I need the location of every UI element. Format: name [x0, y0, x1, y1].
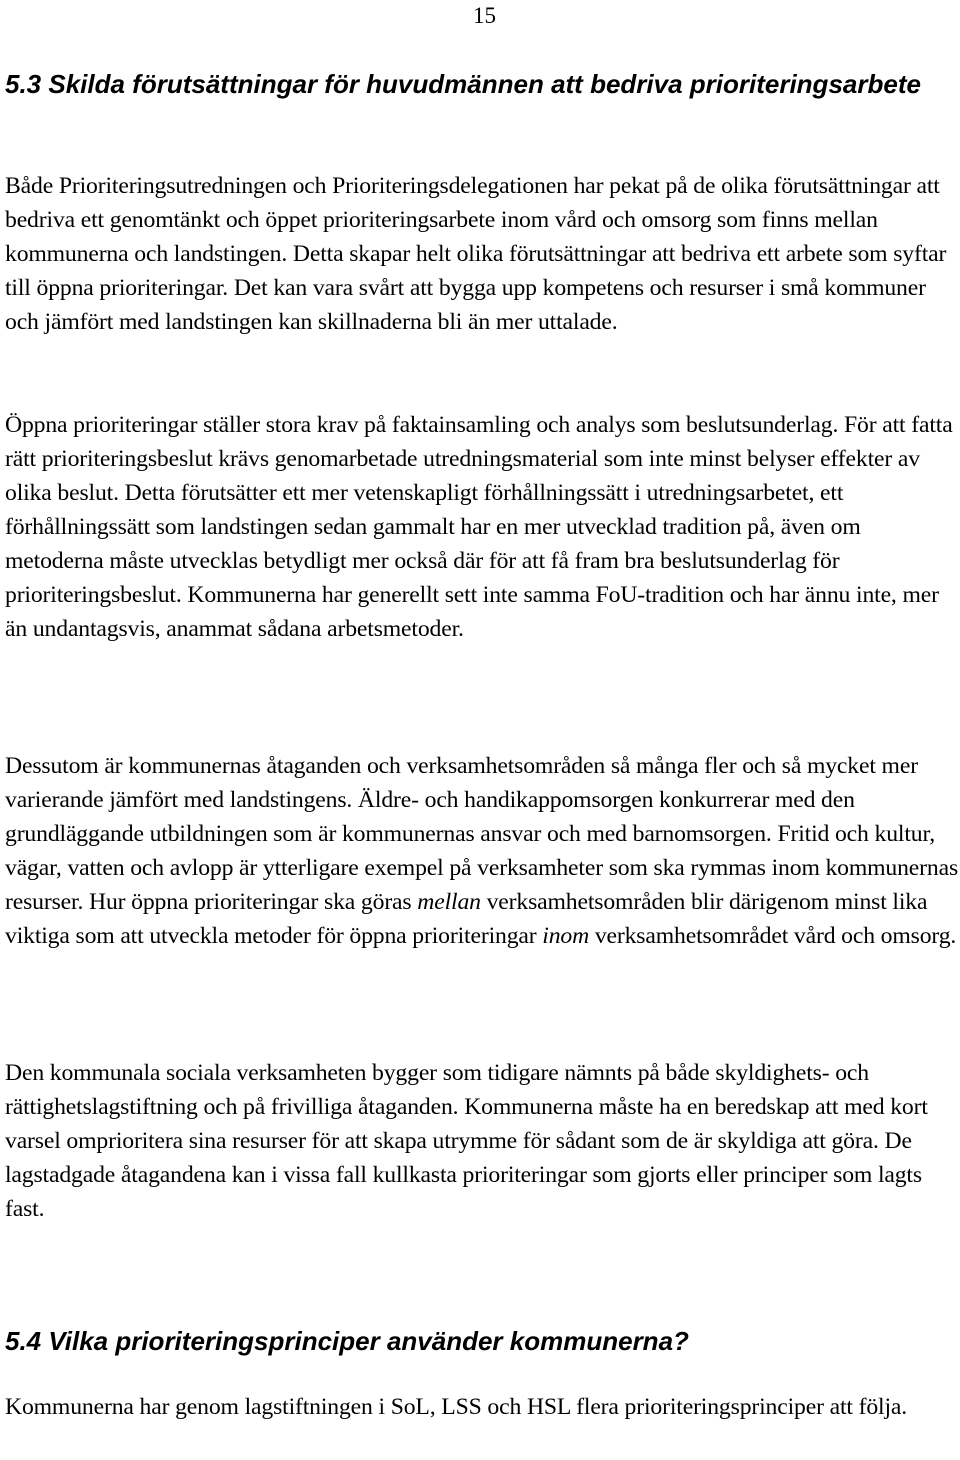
paragraph-5: Kommunerna har genom lagstiftningen i SoL, LSS och HSL flera prioriteringsprinciper att följa. [5, 1394, 908, 1420]
paragraph-3-text-c: verksamhetsområdet vård och omsorg. [589, 923, 957, 949]
paragraph-3-emphasis-mellan: mellan [417, 889, 481, 915]
section-heading-5-4: 5.4 Vilka prioriteringsprinciper använder kommunerna? [5, 1326, 689, 1356]
paragraph-4: Den kommunala sociala verksamheten bygger som tidigare nämnts på både skyldighets- och rättighetslagstiftning och på frivilliga åtaganden. Kommunerna måste ha en beredskap att med kort varsel omprioritera sina resurser för att skapa utrymme för sådant som de är skyldiga att göra. De lagstadgade åtagandena kan i vissa fall kullkasta prioriteringar som gjorts eller principer som lagts fast. [5, 1060, 928, 1222]
paragraph-3-emphasis-inom: inom [542, 923, 590, 949]
paragraph-3-text-b: verksamhetsområden blir därigenom minst lika viktiga som att utveckla metoder för öppna prioriteringar [5, 889, 928, 949]
paragraph-3-text-a: Dessutom är kommunernas åtaganden och verksamhetsområden så många fler och så mycket mer varierande jämfört med landstingens. Äldre- och handikappomsorgen konkurrerar med den grundläggande utbildningen som är kommunernas ansvar och med barnomsorgen. Fritid och kultur, vägar, vatten och avlopp är ytterligare exempel på verksamheter som ska rymmas inom kommunernas resurser. Hur öppna prioriteringar ska göras [5, 753, 959, 915]
paragraph-2: Öppna prioriteringar ställer stora krav på faktainsamling och analys som beslutsunderlag. För att fatta rätt prioriteringsbeslut krävs genomarbetade utredningsmaterial som inte minst belyser effekter av olika beslut. Detta förutsätter ett mer vetenskapligt förhållningssätt i utredningsarbetet, ett förhållningssätt som landstingen sedan gammalt har en mer utvecklad tradition på, även om metoderna måste utvecklas betydligt mer också där för att få fram bra beslutsunderlag för prioriteringsbeslut. Kommunerna har generellt sett inte samma FoU-tradition och har ännu inte, mer än undantagsvis, anammat sådana arbetsmetoder. [5, 412, 953, 642]
paragraph-1: Både Prioriteringsutredningen och Prioriteringsdelegationen har pekat på de olika förutsättningar att bedriva ett genomtänkt och öppet prioriteringsarbete inom vård och omsorg som finns mellan kommunerna och landstingen. Detta skapar helt olika förutsättningar att bedriva ett arbete som syftar till öppna prioriteringar. Det kan vara svårt att bygga upp kompetens och resurser i små kommuner och jämfört med landstingen kan skillnaderna bli än mer uttalade. [5, 173, 947, 335]
paragraph-3 [5, 749, 960, 953]
page-number: 15 [473, 3, 496, 28]
section-heading-5-3: 5.3 Skilda förutsättningar för huvudmännen att bedriva prioriteringsarbete [5, 69, 921, 99]
